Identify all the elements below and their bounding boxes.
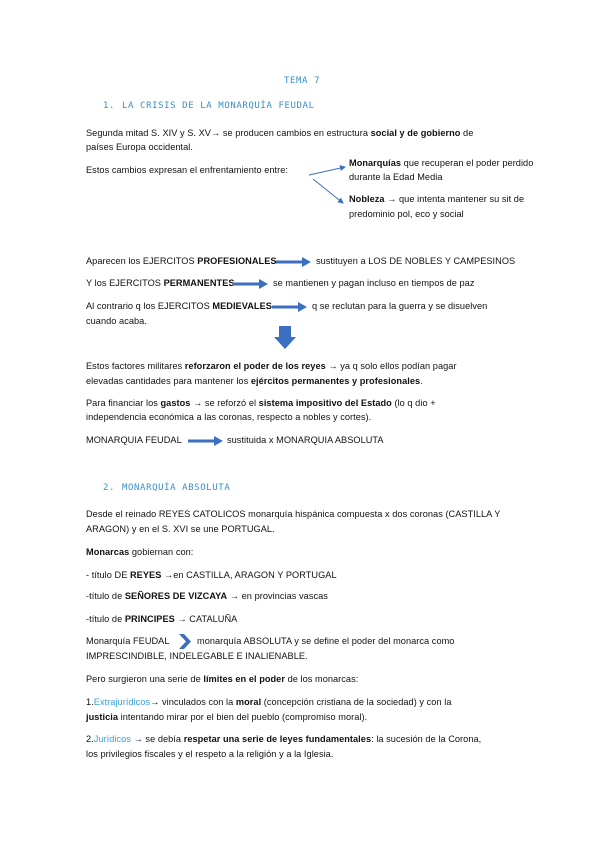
ejercitos-permanentes: Y los EJERCITOS PERMANENTES xyxy=(86,278,235,288)
right-arrow-icon xyxy=(188,436,224,446)
ejercitos-medievales: Al contrario q los EJERCITOS MEDIEVALES xyxy=(86,301,272,311)
ejercitos-profesionales-desc: sustituyen a LOS DE NOBLES Y CAMPESINOS xyxy=(316,256,516,266)
section-1-number: 1. xyxy=(103,101,116,111)
paragraph-line: cuando acaba. xyxy=(86,316,147,326)
list-item: los privilegios fiscales y el respeto a la religión y a la Iglesia. xyxy=(86,749,334,759)
branch-arrows xyxy=(305,163,351,209)
page-title: TEMA 7 xyxy=(284,76,321,86)
section-1-heading: LA CRISIS DE LA MONARQUÍA FEUDAL xyxy=(122,101,315,111)
list-item: 1.Extrajurídicos→ vinculados con la moral (concepción cristiana de la sociedad) y con la xyxy=(86,697,452,707)
paragraph-line: Estos cambios expresan el enfrentamiento entre: xyxy=(86,165,289,175)
list-item: -título de SEÑORES DE VIZCAYA → en provincias vascas xyxy=(86,591,328,601)
nobleza-line-2: predominio pol, eco y social xyxy=(349,209,464,219)
list-item: - título DE REYES →en CASTILLA, ARAGON Y PORTUGAL xyxy=(86,570,337,580)
chevron-right-icon xyxy=(179,634,191,649)
paragraph-line: Desde el reinado REYES CATOLICOS monarquía hispánica compuesta x dos coronas (CASTILLA Y xyxy=(86,509,501,519)
down-arrow-icon xyxy=(274,326,296,350)
paragraph-line: Monarcas gobiernan con: xyxy=(86,547,194,557)
right-arrow-icon xyxy=(272,302,308,312)
ejercitos-medievales-desc: q se reclutan para la guerra y se disuelven xyxy=(312,301,488,311)
monarquia-feudal-line: MONARQUIA FEUDAL xyxy=(86,435,182,445)
monarquias-line: Monarquías que recuperan el poder perdido xyxy=(349,158,534,168)
paragraph-line: ARAGON) y en el S. XVI se une PORTUGAL. xyxy=(86,524,275,534)
paragraph-line: elevadas cantidades para mantener los ejércitos permanentes y profesionales. xyxy=(86,376,423,386)
paragraph-line: países Europa occidental. xyxy=(86,142,193,152)
paragraph-line: Segunda mitad S. XIV y S. XV→ se producen cambios en estructura social y de gobierno de xyxy=(86,128,474,138)
monarquia-feudal-desc: sustituida x MONARQUIA ABSOLUTA xyxy=(227,435,384,445)
paragraph-line: IMPRESCINDIBLE, INDELEGABLE E INALIENABLE. xyxy=(86,651,308,661)
list-item: -título de PRINCIPES → CATALUÑA xyxy=(86,614,238,624)
monarquias-line-2: durante la Edad Media xyxy=(349,172,443,182)
monarquia-line-desc: monarquía ABSOLUTA y se define el poder del monarca como xyxy=(197,636,455,646)
paragraph-line: independencia económica a las coronas, respecto a nobles y cortes). xyxy=(86,412,372,422)
nobleza-line: Nobleza → que intenta mantener su sit de xyxy=(349,194,525,204)
ejercitos-profesionales: Aparecen los EJERCITOS PROFESIONALES xyxy=(86,256,277,266)
right-arrow-icon xyxy=(276,257,312,267)
section-2-number: 2. xyxy=(103,483,116,493)
paragraph-line: Pero surgieron una serie de límites en el poder de los monarcas: xyxy=(86,674,359,684)
paragraph-line: Estos factores militares reforzaron el poder de los reyes → ya q solo ellos podían pagar xyxy=(86,361,457,371)
paragraph-line: Para financiar los gastos → se reforzó el sistema impositivo del Estado (lo q dio + xyxy=(86,398,436,408)
ejercitos-permanentes-desc: se mantienen y pagan incluso en tiempos de paz xyxy=(273,278,475,288)
list-item: 2.Jurídicos → se debía respetar una serie de leyes fundamentales: la sucesión de la Corona, xyxy=(86,734,482,744)
monarquia-line: Monarquía FEUDAL xyxy=(86,636,170,646)
right-arrow-icon xyxy=(233,279,269,289)
list-item: justicia intentando mirar por el bien del pueblo (compromiso moral). xyxy=(86,712,368,722)
section-2-heading: MONARQUÍA ABSOLUTA xyxy=(122,483,231,493)
